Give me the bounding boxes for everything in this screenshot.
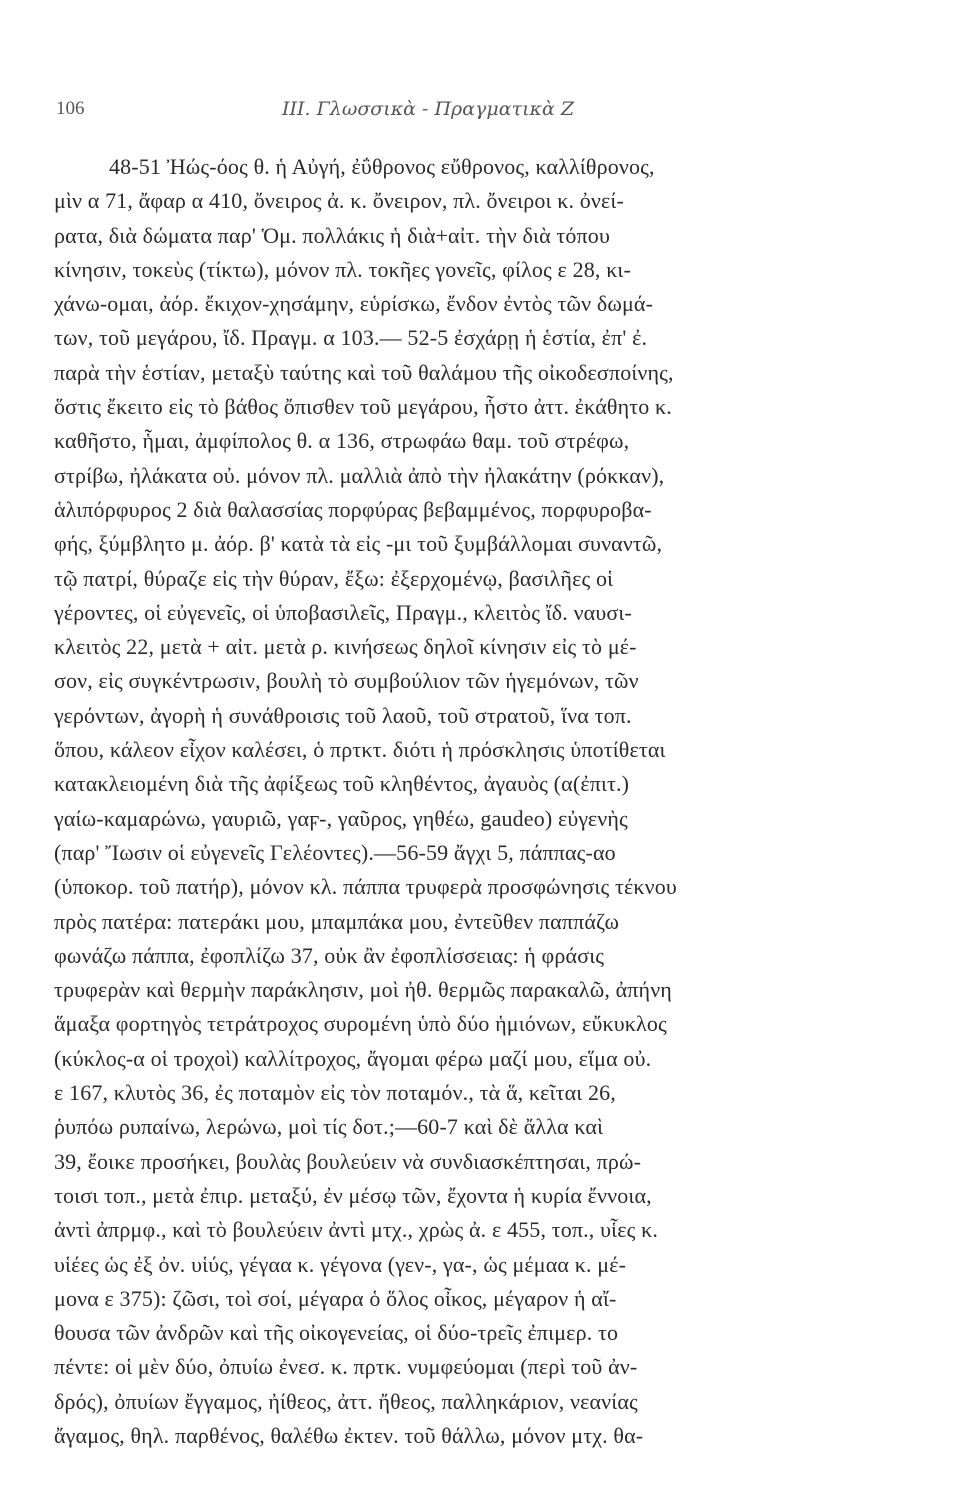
text-line: ἄγαμος, θηλ. παρθένος, θαλέθω ἐκτεν. τοῦ θάλλω, μόνον μτχ. θα- — [54, 1422, 644, 1448]
text-line: κλειτὸς 22, μετὰ + αἰτ. μετὰ ρ. κινήσεως δηλοῖ κίνησιν εἰς τὸ μέ- — [54, 634, 637, 660]
text-line: σον, εἰς συγκέντρωσιν, βουλὴ τὸ συμβούλιον τῶν ἡγεμόνων, τῶν — [54, 668, 639, 694]
text-line: (ὑποκορ. τοῦ πατήρ), μόνον κλ. πάππα τρυφερὰ προσφώνησις τέκνου — [54, 874, 677, 900]
commentary-text — [54, 150, 874, 1453]
text-line: ρατα, διὰ δώματα παρ' Ὁμ. πολλάκις ἡ διὰ+αἰτ. τὴν διὰ τόπου — [54, 222, 610, 248]
text-line: παρὰ τὴν ἑστίαν, μεταξὺ ταύτης καὶ τοῦ θαλάμου τῆς οἰκοδεσποίνης, — [54, 359, 674, 385]
text-line: γερόντων, ἀγορὴ ἡ συνάθροισις τοῦ λαοῦ, τοῦ στρατοῦ, ἵνα τοπ. — [54, 702, 632, 728]
text-line: θουσα τῶν ἀνδρῶν καὶ τῆς οἰκογενείας, οἱ δύο-τρεῖς ἐπιμερ. το — [54, 1320, 619, 1346]
text-line: μὶν α 71, ἄφαρ α 410, ὄνειρος ἀ. κ. ὄνειρον, πλ. ὄνειροι κ. ὀνεί- — [54, 188, 624, 214]
text-line: τῷ πατρί, θύραζε εἰς τὴν θύραν, ἔξω: ἐξερχομένῳ, βασιλῆες οἱ — [54, 565, 614, 591]
page-number: 106 — [56, 98, 85, 119]
text-line: ὅπου, κάλεον εἶχον καλέσει, ὁ πρτκτ. διότι ἡ πρόσκλησις ὑποτίθεται — [54, 737, 666, 763]
text-line: ἅμαξα φορτηγὸς τετράτροχος συρομένη ὑπὸ δύο ἡμιόνων, εὔκυκλος — [54, 1011, 667, 1037]
text-line: κίνησιν, τοκεὺς (τίκτω), μόνον πλ. τοκῆες γονεῖς, φίλος ε 28, κι- — [54, 256, 631, 282]
text-line: 48-51 Ἠώς-όος θ. ἡ Αὐγή, ἐΰθρονος εὔθρονος, καλλίθρονος, — [109, 154, 655, 179]
text-line: υἱέες ὡς ἐξ ὀν. υἱύς, γέγαα κ. γέγονα (γεν-, γα-, ὡς μέμαα κ. μέ- — [54, 1251, 627, 1277]
text-line: φωνάζω πάππα, ἐφοπλίζω 37, οὐκ ἂν ἐφοπλίσσειας: ἡ φράσις — [54, 942, 605, 968]
text-line: ἀντὶ ἀπρμφ., καὶ τὸ βουλεύειν ἀντὶ μτχ., χρὼς ἀ. ε 455, τοπ., υἷες κ. — [54, 1217, 658, 1243]
text-line: φής, ξύμβλητο μ. ἀόρ. β' κατὰ τὰ εἰς -μι τοῦ ξυμβάλλομαι συναντῶ, — [54, 531, 663, 557]
text-line: γέροντες, οἱ εὐγενεῖς, οἱ ὑποβασιλεῖς, Πραγμ., κλειτὸς ἴδ. ναυσι- — [54, 599, 632, 625]
text-line: 39, ἔοικε προσήκει, βουλὰς βουλεύειν νὰ συνδιασκέπτησαι, πρώ- — [54, 1148, 642, 1174]
text-line: πρὸς πατέρα: πατεράκι μου, μπαμπάκα μου, ἐντεῦθεν παππάζω — [54, 908, 620, 934]
text-line: τρυφερὰν καὶ θερμὴν παράκλησιν, μοὶ ἠθ. θερμῶς παρακαλῶ, ἀπήνη — [54, 977, 672, 1003]
text-line: ῥυπόω ρυπαίνω, λερώνω, μοὶ τίς δοτ.;—60-7 καὶ δὲ ἄλλα καὶ — [54, 1114, 604, 1140]
text-line: χάνω-ομαι, ἀόρ. ἔκιχον-χησάμην, εὑρίσκω, ἔνδον ἐντὸς τῶν δωμά- — [54, 291, 654, 317]
text-line: ἁλιπόρφυρος 2 διὰ θαλασσίας πορφύρας βεβαμμένος, πορφυροβα- — [54, 496, 652, 522]
text-line: ὅστις ἔκειτο εἰς τὸ βάθος ὄπισθεν τοῦ μεγάρου, ἧστο ἀττ. ἐκάθητο κ. — [54, 394, 672, 420]
page-header — [56, 98, 916, 128]
text-line: στρίβω, ἠλάκατα οὐ. μόνον πλ. μαλλιὰ ἀπὸ τὴν ἠλακάτην (ρόκκαν), — [54, 462, 665, 488]
text-line: μονα ε 375): ζῶσι, τοὶ σοί, μέγαρα ὁ ὅλος οἶκος, μέγαρον ἡ αἴ- — [54, 1285, 617, 1311]
text-line: κατακλειομένη διὰ τῆς ἀφίξεως τοῦ κληθέντος, ἀγαυὸς (α(ἐπιτ.) — [54, 771, 630, 797]
text-line: (κύκλος-α οἱ τροχοὶ) καλλίτροχος, ἄγομαι φέρω μαζί μου, εἵμα οὐ. — [54, 1045, 652, 1071]
text-line: (παρ' Ἴωσιν οἱ εὐγενεῖς Γελέοντες).—56-59 ἄγχι 5, πάππας-αο — [54, 839, 616, 865]
text-line: τοισι τοπ., μετὰ ἐπιρ. μεταξύ, ἐν μέσῳ τῶν, ἔχοντα ἡ κυρία ἔννοια, — [54, 1182, 652, 1208]
text-line: πέντε: οἱ μὲν δύο, ὀπυίω ἐνεσ. κ. πρτκ. νυμφεύομαι (περὶ τοῦ ἀν- — [54, 1354, 638, 1380]
running-title: ΙΙΙ. Γλωσσικὰ - Πραγματικὰ Ζ — [282, 98, 575, 120]
text-line: των, τοῦ μεγάρου, ἴδ. Πραγμ. α 103.— 52-5 ἐσχάρῃ ἡ ἑστία, ἐπ' ἐ. — [54, 325, 648, 351]
text-line: δρός), ὀπυίων ἔγγαμος, ἠίθεος, ἀττ. ἤθεος, παλληκάριον, νεανίας — [54, 1388, 638, 1414]
text-line: ε 167, κλυτὸς 36, ἐς ποταμὸν εἰς τὸν ποταμόν., τὰ ἅ, κεῖται 26, — [54, 1080, 616, 1106]
text-line: γαίω-καμαρώνω, γαυριῶ, γαϝ-, γαῦρος, γηθέω, gaudeo) εὐγενὴς — [54, 805, 628, 831]
text-line: καθῆστο, ἧμαι, ἀμφίπολος θ. α 136, στρωφάω θαμ. τοῦ στρέφω, — [54, 428, 630, 454]
